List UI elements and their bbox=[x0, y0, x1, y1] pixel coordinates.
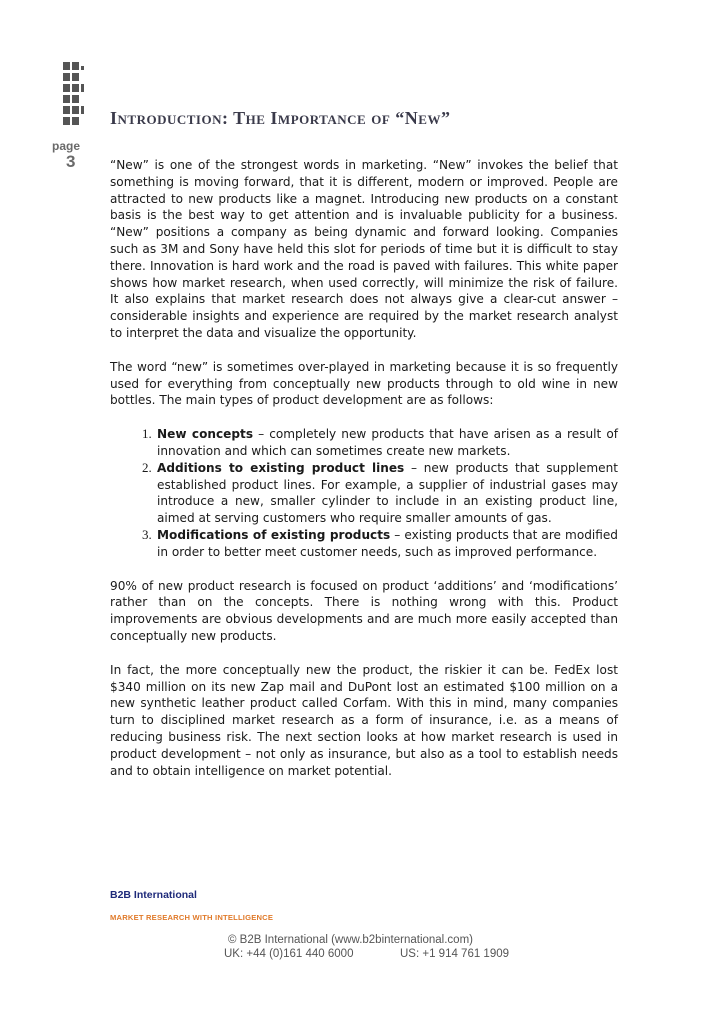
risk-paragraph: In fact, the more conceptually new the product, the riskier it can be. FedEx lost $340 million on its new Zap mail and DuPont lost an estimated $100 million on a new synthetic leather product called Corfam. With this in mind, many companies turn to disciplined market research as a form of insurance, i.e. as a means of reducing business risk. The next section looks at how market research is used in product development – not only as insurance, but also as a tool to establish needs and to obtain intelligence on market potential. bbox=[110, 662, 618, 778]
footer-uk-phone: UK: +44 (0)161 440 6000 bbox=[224, 948, 354, 960]
page-number: 3 bbox=[66, 152, 76, 171]
research-focus-paragraph: 90% of new product research is focused on product ‘additions’ and ‘modifications’ rather than on the concepts. There is nothing wrong with this. Product improvements are obvious developments and are much more easily accepted than conceptually new products. bbox=[110, 578, 618, 643]
intro-paragraph: “New” is one of the strongest words in marketing. “New” invokes the belief that something is moving forward, that it is different, modern or improved. People are attracted to new products like a magnet. Introducing new products on a constant basis is the best way to get attention and is invaluable publicity for a business. “New” positions a company as being dynamic and forward looking. Companies such as 3M and Sony have held this slot for periods of time but it is difficult to stay there. Innovation is hard work and the road is paved with failures. This white paper shows how market research, when used correctly, will minimize the risk of failure. It also explains that market research does not always give a clear-cut answer – considerable insights and experience are required by the market research analyst to interpret the data and visualize the opportunity. bbox=[110, 158, 618, 340]
list-item bbox=[155, 460, 618, 527]
page-label: page bbox=[52, 139, 81, 153]
footer-tagline: MARKET RESEARCH WITH INTELLIGENCE bbox=[110, 913, 274, 922]
list-item-term: Modifications of existing products bbox=[157, 527, 391, 542]
section-heading: Introduction: The Importance of “New” bbox=[110, 108, 451, 128]
product-development-list bbox=[110, 426, 618, 560]
list-item-text: – completely new products that have arisen as a result of innovation and which can sometimes create new markets. bbox=[157, 427, 618, 458]
list-item bbox=[155, 527, 618, 561]
document-body bbox=[110, 108, 618, 796]
list-item-text: – new products that supplement established product lines. For example, a supplier of industrial gases may introduce a new, smaller cylinder to include in an existing product line, aimed at serving customers who require smaller amounts of gas. bbox=[157, 460, 619, 526]
footer-phones bbox=[224, 948, 524, 960]
types-paragraph: The word “new” is sometimes over-played in marketing because it is so frequently used for everything from conceptually new products through to old wine in new bottles. The main types of product development are as follows: bbox=[110, 359, 618, 408]
list-item-term: Additions to existing product lines bbox=[157, 460, 405, 475]
list-item-text: – existing products that are modified in order to better meet customer needs, such as improved performance. bbox=[157, 527, 618, 559]
footer-copyright: © B2B International (www.b2binternational.com) bbox=[228, 934, 473, 946]
list-item-term: New concepts bbox=[157, 427, 254, 442]
footer-company-name: B2B International bbox=[110, 889, 197, 901]
footer-us-phone: US: +1 914 761 1909 bbox=[400, 948, 510, 960]
list-item bbox=[155, 426, 618, 460]
